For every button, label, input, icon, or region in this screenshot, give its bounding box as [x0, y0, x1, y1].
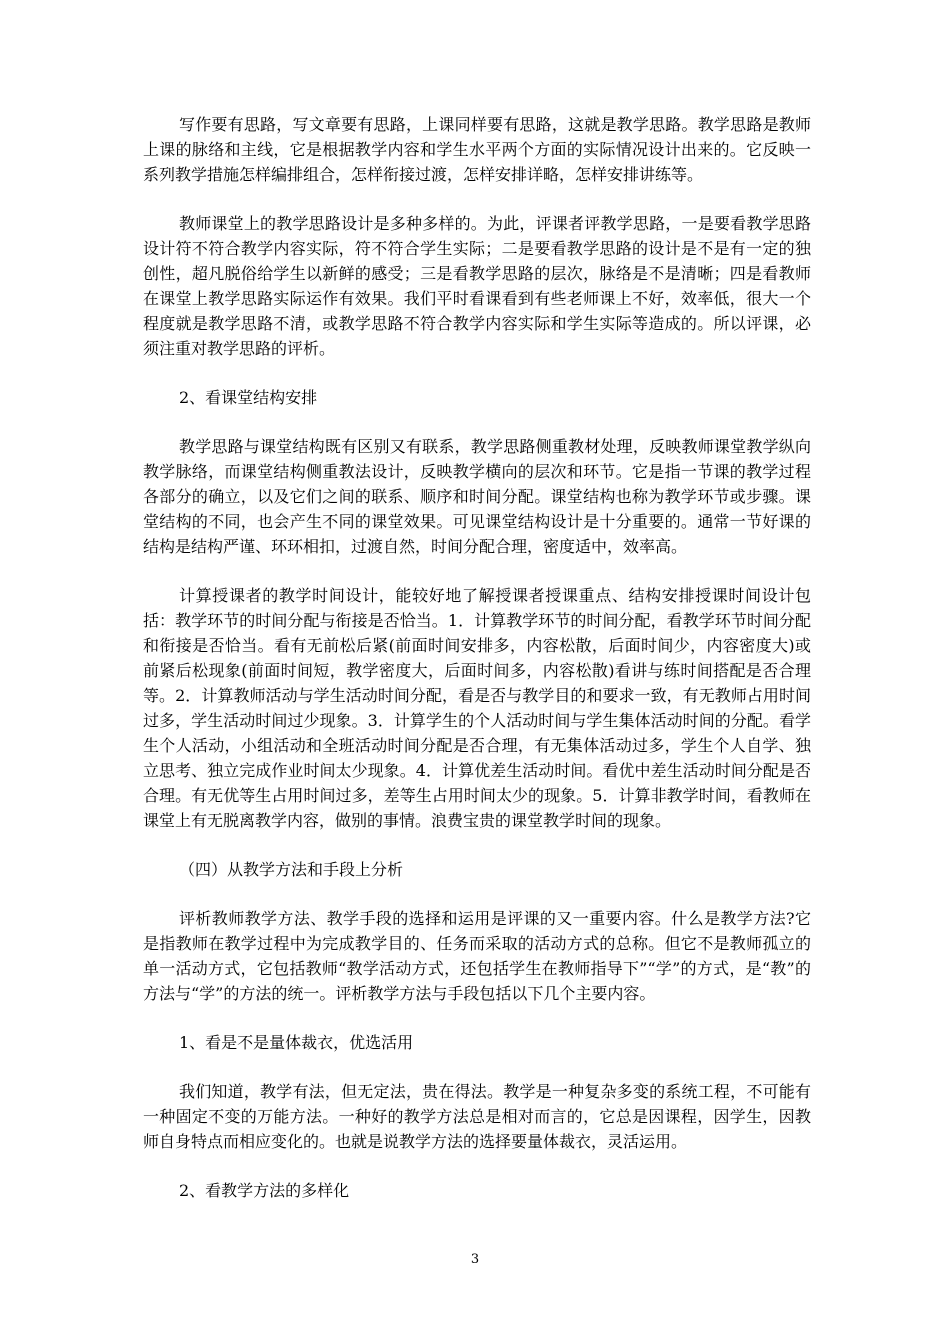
paragraph-thinking-evaluation: 教师课堂上的教学思路设计是多种多样的。为此，评课者评教学思路，一是要看教学思路设计符不符合教学内容实际，符不符合学生实际；二是要看教学思路的设计是不是有一定的独创性，超凡脱俗给学生以新鲜的感受；三是看教学思路的层次，脉络是不是清晰；四是看教师在课堂上教学思路实际运作有效果。我们平时看课看到有些老师课上不好，效率低，很大一个程度就是教学思路不清，或教学思路不符合教学内容实际和学生实际等造成的。所以评课，必须注重对教学思路的评析。: [143, 214, 811, 358]
paragraph-class-structure: 教学思路与课堂结构既有区别又有联系，教学思路侧重教材处理，反映教师课堂教学纵向教学脉络，而课堂结构侧重教法设计，反映教学横向的层次和环节。它是指一节课的教学过程各部分的确立，以及它们之间的联系、顺序和时间分配。课堂结构也称为教学环节或步骤。课堂结构的不同，也会产生不同的课堂效果。可见课堂结构设计是十分重要的。通常一节好课的结构是结构严谨、环环相扣，过渡自然，时间分配合理，密度适中，效率高。: [143, 437, 811, 556]
heading-methods-section: （四）从教学方法和手段上分析: [179, 860, 404, 879]
heading-tailored-methods: 1、看是不是量体裁衣，优选活用: [179, 1033, 414, 1052]
paragraph-teaching-thinking: 写作要有思路，写文章要有思路，上课同样要有思路，这就是教学思路。教学思路是教师上课的脉络和主线，它是根据教学内容和学生水平两个方面的实际情况设计出来的。它反映一系列教学措施怎样编排组合，怎样衔接过渡，怎样安排详略，怎样安排讲练等。: [143, 115, 811, 184]
heading-method-diversity: 2、看教学方法的多样化: [179, 1181, 350, 1200]
paragraph-no-fixed-method: 我们知道，教学有法，但无定法，贵在得法。教学是一种复杂多变的系统工程，不可能有一种固定不变的万能方法。一种好的教学方法总是相对而言的，它总是因课程，因学生，因教师自身特点而相应变化的。也就是说教学方法的选择要量体裁衣，灵活运用。: [143, 1082, 811, 1151]
page-number: 3: [470, 1252, 480, 1267]
paragraph-teaching-methods: 评析教师教学方法、教学手段的选择和运用是评课的又一重要内容。什么是教学方法?它是指教师在教学过程中为完成教学目的、任务而采取的活动方式的总称。但它不是教师孤立的单一活动方式，它包括教师“教学活动方式，还包括学生在教师指导下”“学”的方式，是“教”的方法与“学”的方法的统一。评析教学方法与手段包括以下几个主要内容。: [143, 909, 811, 1003]
body-text: [143, 112, 811, 1227]
paragraph-time-design: 计算授课者的教学时间设计，能较好地了解授课者授课重点、结构安排授课时间设计包括：教学环节的时间分配与衔接是否恰当。1．计算教学环节的时间分配，看教学环节时间分配和衔接是否恰当。看有无前松后紧(前面时间安排多，内容松散，后面时间少，内容密度大)或前紧后松现象(前面时间短，教学密度大，后面时间多，内容松散)看讲与练时间搭配是否合理等。2．计算教师活动与学生活动时间分配，看是否与教学目的和要求一致，有无教师占用时间过多，学生活动时间过少现象。3．计算学生的个人活动时间与学生集体活动时间的分配。看学生个人活动，小组活动和全班活动时间分配是否合理，有无集体活动过多，学生个人自学、独立思考、独立完成作业时间太少现象。4．计算优差生活动时间。看优中差生活动时间分配是否合理。有无优等生占用时间过多，差等生占用时间太少的现象。5．计算非教学时间，看教师在课堂上有无脱离教学内容，做别的事情。浪费宝贵的课堂教学时间的现象。: [143, 586, 811, 830]
heading-class-structure: 2、看课堂结构安排: [179, 388, 318, 407]
